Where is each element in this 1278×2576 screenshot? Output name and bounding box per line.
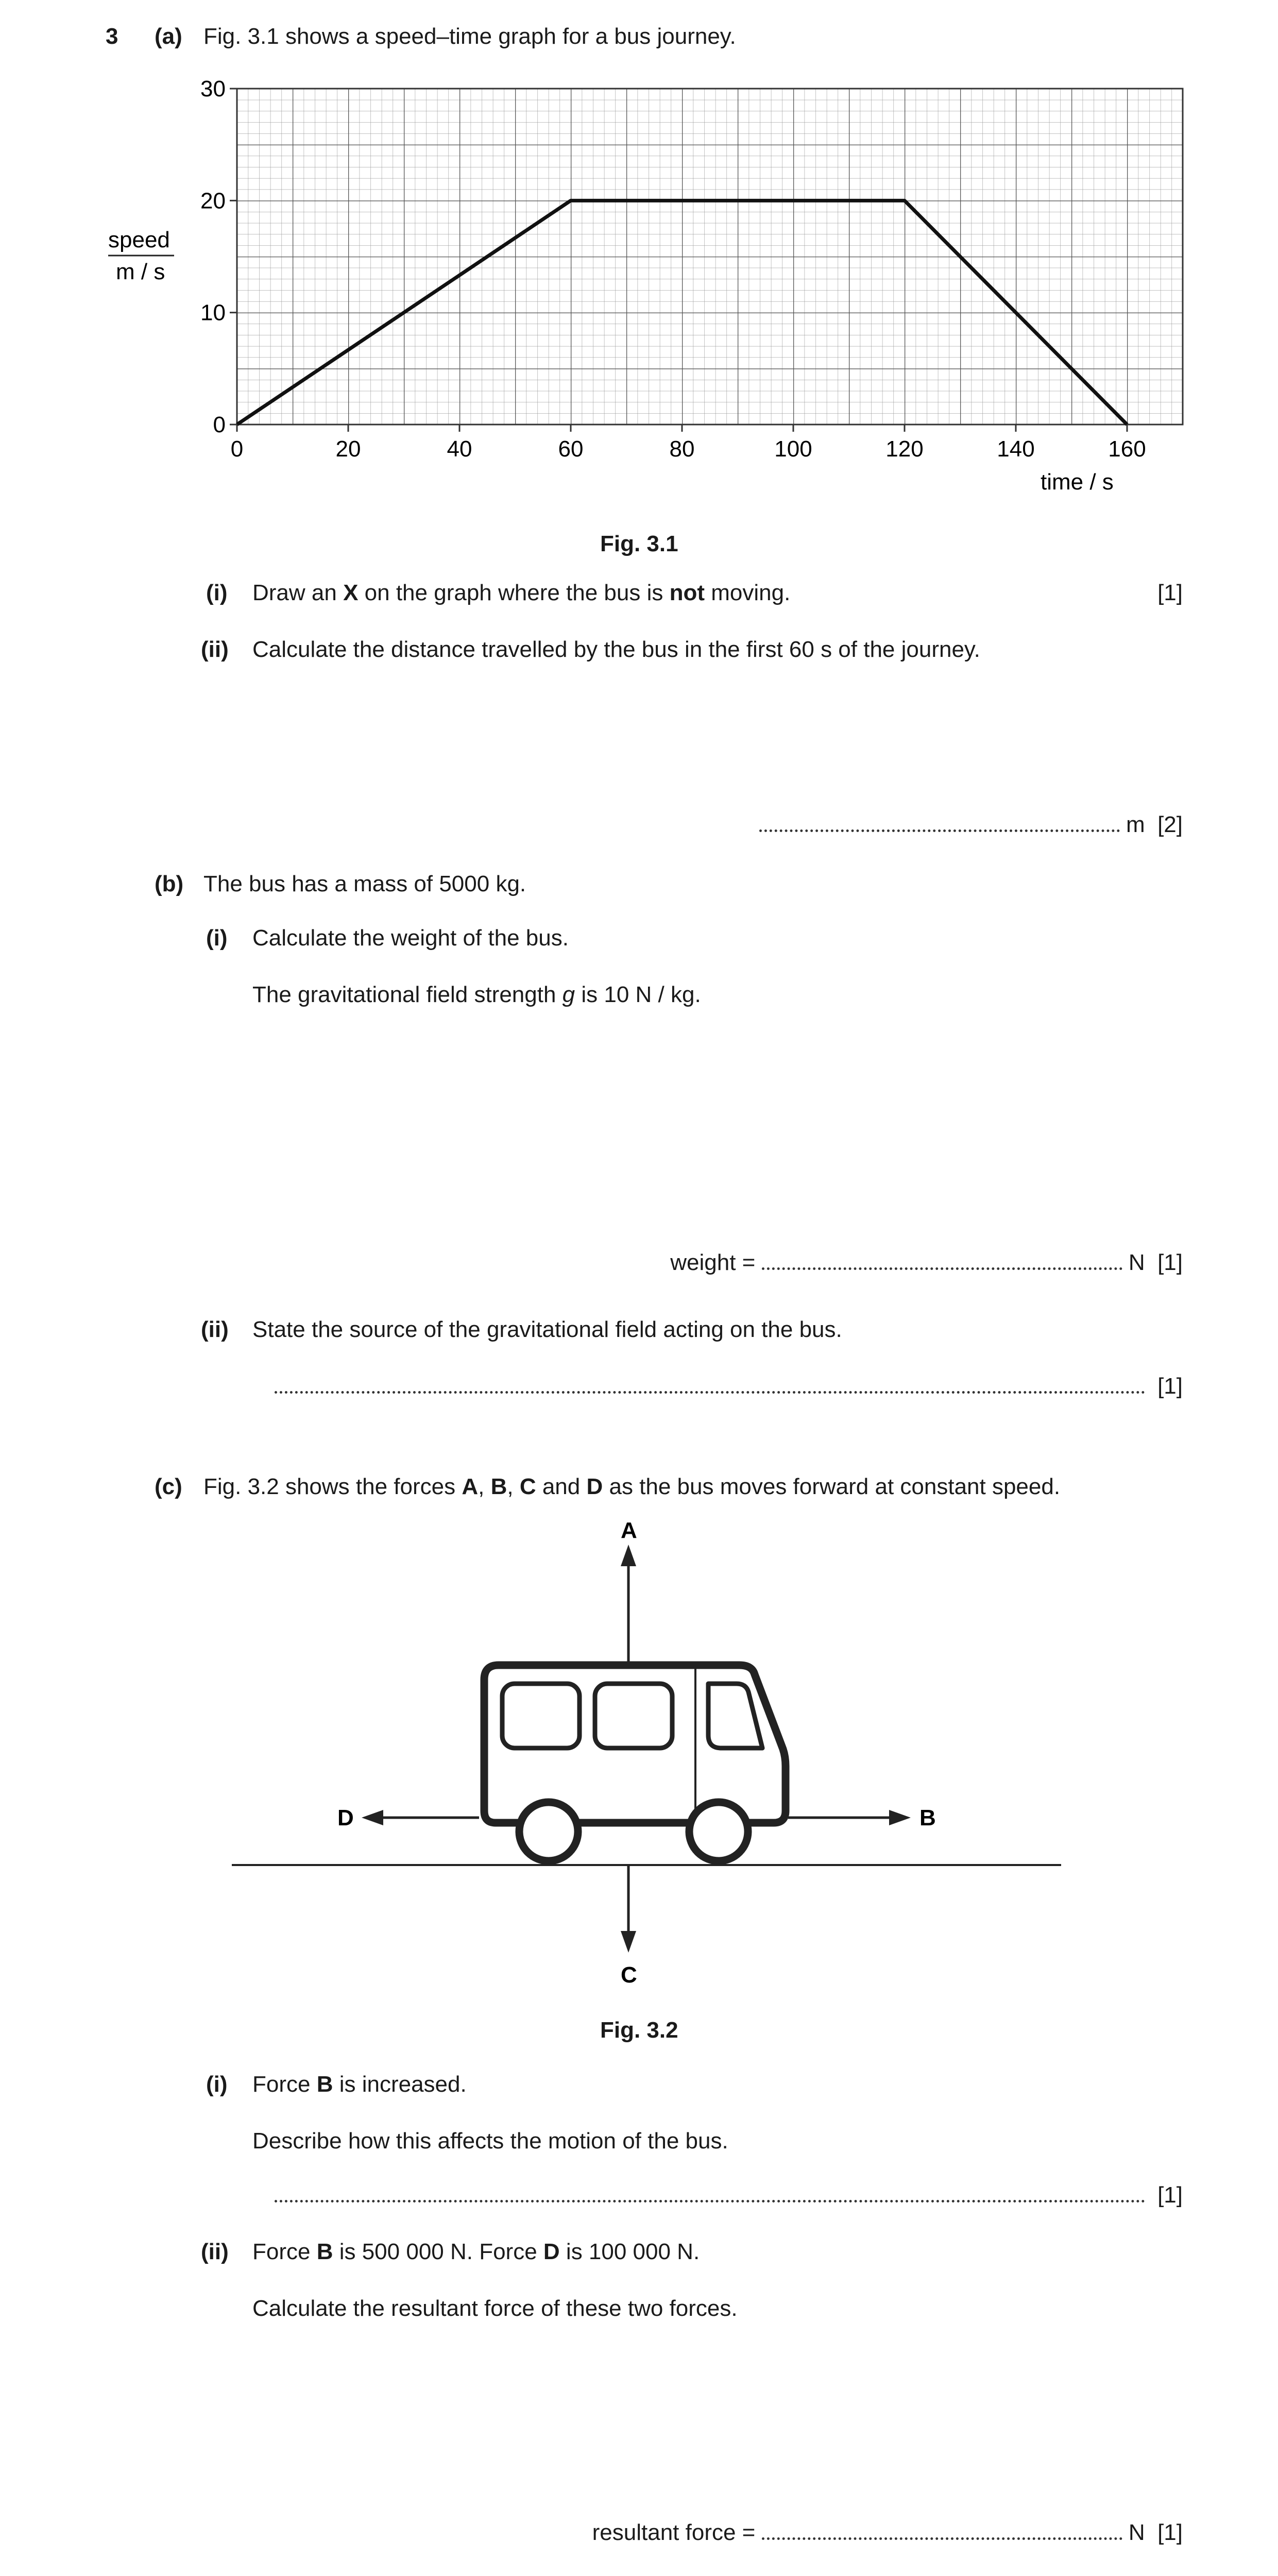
x-tick-label: 160	[1108, 436, 1146, 462]
gravity-statement: The gravitational field strength g is 10 N / kg.	[252, 982, 701, 1007]
y-axis-ticks	[200, 77, 237, 437]
weight-answer-line[interactable]: weight = N [1]	[670, 1250, 1183, 1275]
force-c-arrowhead	[621, 1931, 636, 1953]
part-a-ii-text: Calculate the distance travelled by the bus in the first 60 s of the journey.	[252, 637, 980, 662]
part-c-i-answer-line[interactable]: [1]	[275, 2182, 1183, 2209]
major-grid	[237, 89, 1183, 425]
part-b-ii-text: State the source of the gravitational field acting on the bus.	[252, 1317, 842, 1342]
part-c-ii-text2: Calculate the resultant force of these two forces.	[252, 2296, 738, 2321]
part-c-ii-text: Force B is 500 000 N. Force D is 100 000 N.	[252, 2239, 700, 2264]
force-a-arrowhead	[621, 1545, 636, 1566]
part-c-label: (c)	[155, 1474, 182, 1499]
x-axis-ticks	[231, 425, 1146, 462]
part-b-ii-answer-line[interactable]: [1]	[275, 1373, 1183, 1400]
force-b-arrowhead	[889, 1810, 911, 1825]
y-axis-label-bottom: m / s	[116, 259, 165, 284]
part-a-i-label: (i)	[206, 580, 228, 605]
part-c-i-label: (i)	[206, 2072, 228, 2097]
y-tick-label: 20	[200, 188, 226, 214]
part-b-i-text: Calculate the weight of the bus.	[252, 925, 569, 951]
part-a-ii-label: (ii)	[201, 637, 229, 662]
part-b-label: (b)	[155, 871, 184, 896]
y-axis-label-top: speed	[108, 227, 170, 252]
x-tick-label: 140	[997, 436, 1035, 462]
bus-force-diagram	[227, 1520, 1071, 1984]
x-axis-label: time / s	[1041, 469, 1114, 495]
x-tick-label: 0	[230, 436, 244, 462]
part-c-intro: Fig. 3.2 shows the forces A, B, C and D as the bus moves forward at constant speed.	[203, 1474, 1061, 1499]
force-a-label: A	[621, 1520, 637, 1543]
part-a-intro: Fig. 3.1 shows a speed–time graph for a bus journey.	[203, 24, 736, 49]
force-b-label: B	[919, 1805, 936, 1831]
fig-3-1-caption: Fig. 3.1	[600, 531, 678, 556]
resultant-force-answer-line[interactable]: resultant force = N [1]	[592, 2520, 1183, 2545]
y-tick-label: 0	[213, 412, 226, 437]
part-a-i-marks: [1]	[1157, 580, 1183, 605]
force-d-arrowhead	[362, 1810, 383, 1825]
part-b-i-label: (i)	[206, 925, 228, 951]
bus-window-2	[595, 1684, 672, 1748]
force-d-label: D	[337, 1805, 354, 1831]
x-tick-label: 40	[447, 436, 472, 462]
x-tick-label: 100	[774, 436, 812, 462]
part-a-label: (a)	[155, 24, 182, 49]
bus-window-1	[502, 1684, 580, 1748]
fig-3-2-caption: Fig. 3.2	[600, 2018, 678, 2043]
y-tick-label: 30	[200, 77, 226, 101]
part-c-i-text2: Describe how this affects the motion of the bus.	[252, 2128, 728, 2154]
part-c-ii-label: (ii)	[201, 2239, 229, 2264]
x-tick-label: 20	[335, 436, 361, 462]
speed-time-graph	[93, 77, 1205, 505]
question-number: 3	[106, 24, 118, 49]
part-b-intro: The bus has a mass of 5000 kg.	[203, 871, 526, 896]
part-b-ii-label: (ii)	[201, 1317, 229, 1342]
bus-wheel-rear	[689, 1802, 748, 1861]
part-a-ii-answer-line[interactable]: m [2]	[759, 811, 1183, 838]
x-tick-label: 60	[558, 436, 584, 462]
y-tick-label: 10	[200, 300, 226, 326]
x-tick-label: 120	[885, 436, 924, 462]
x-tick-label: 80	[669, 436, 695, 462]
bus-wheel-front	[519, 1802, 578, 1861]
part-c-i-text: Force B is increased.	[252, 2072, 467, 2097]
part-a-i-text: Draw an X on the graph where the bus is not moving.	[252, 580, 791, 605]
force-c-label: C	[621, 1962, 637, 1984]
plot-area	[237, 89, 1183, 425]
